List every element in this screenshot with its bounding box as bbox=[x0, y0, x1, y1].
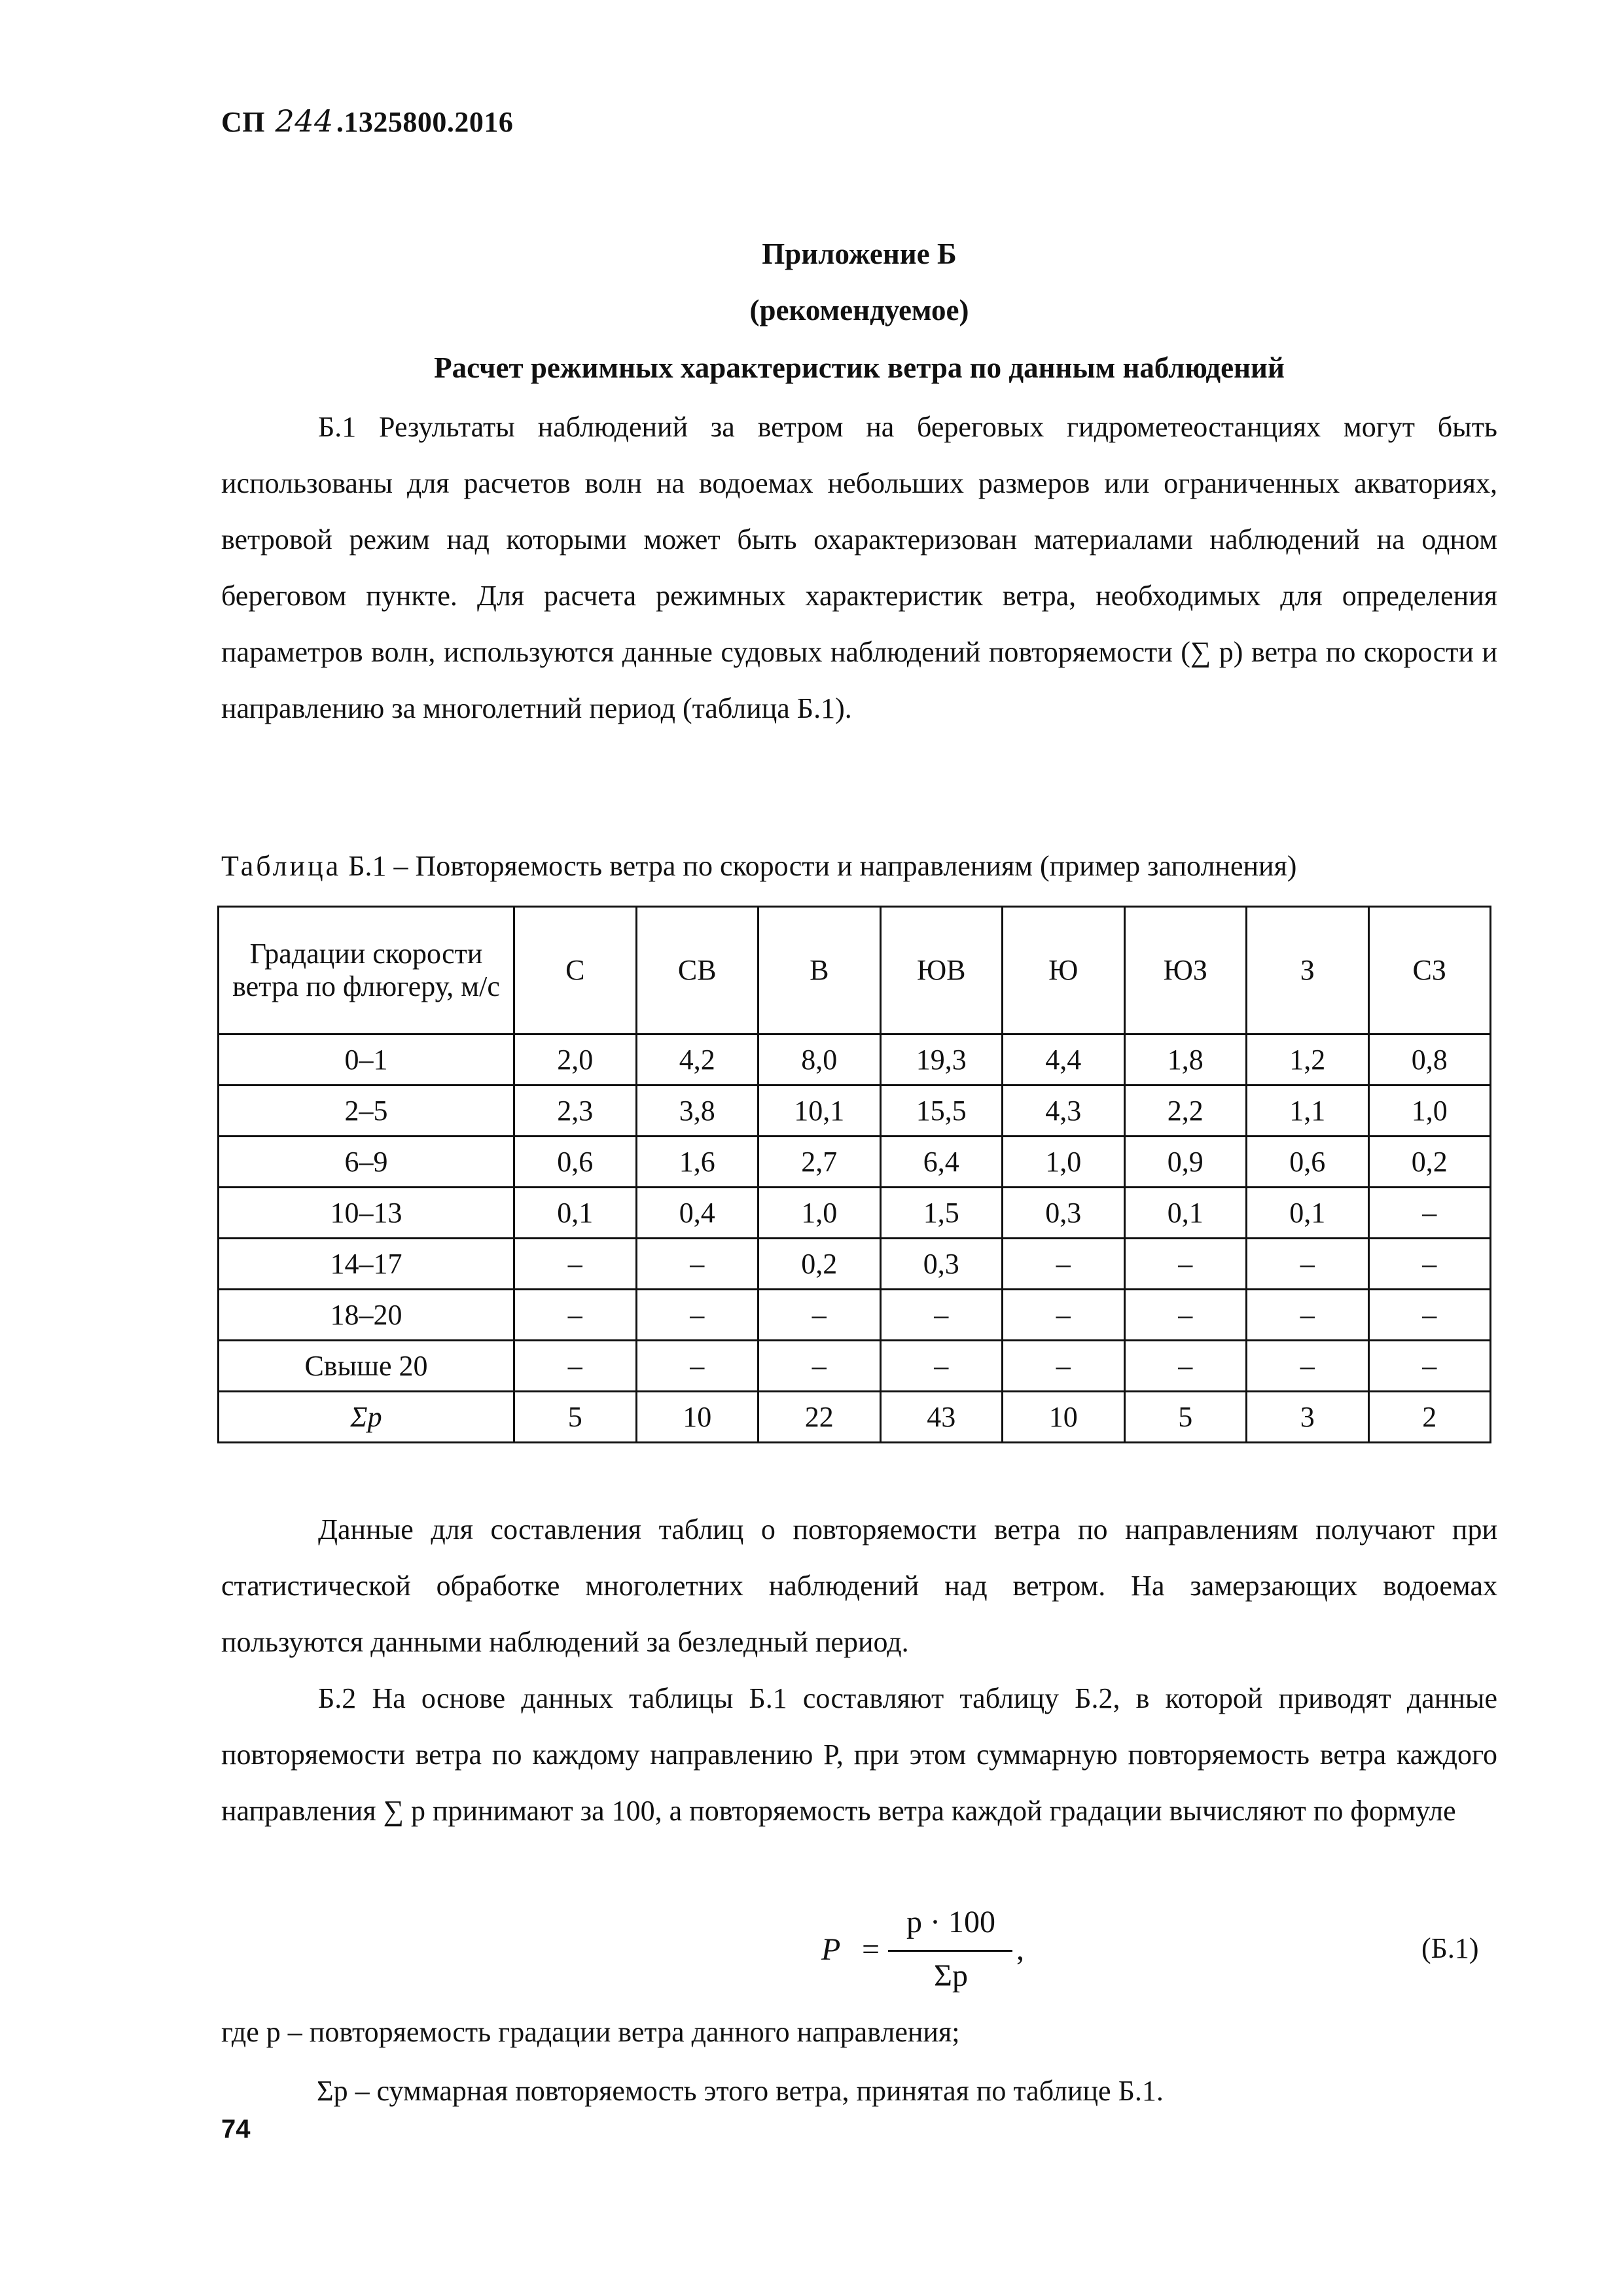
value-cell: 3,8 bbox=[636, 1086, 758, 1137]
value-cell: – bbox=[880, 1290, 1003, 1341]
value-cell: 1,5 bbox=[880, 1188, 1003, 1239]
table-caption-label: Таблица bbox=[221, 850, 342, 882]
value-cell: 6,4 bbox=[880, 1137, 1003, 1188]
value-cell: 2 bbox=[1368, 1392, 1491, 1443]
value-cell: 0,2 bbox=[758, 1239, 881, 1290]
value-cell: 1,1 bbox=[1247, 1086, 1369, 1137]
value-cell: – bbox=[1368, 1341, 1491, 1392]
value-cell: 4,2 bbox=[636, 1034, 758, 1086]
value-cell: – bbox=[636, 1341, 758, 1392]
value-cell: 22 bbox=[758, 1392, 881, 1443]
value-cell: 2,7 bbox=[758, 1137, 881, 1188]
wind-frequency-table bbox=[217, 906, 1491, 1443]
gradation-cell: 18–20 bbox=[219, 1290, 514, 1341]
value-cell: 1,0 bbox=[758, 1188, 881, 1239]
value-cell: – bbox=[636, 1290, 758, 1341]
direction-header: Ю bbox=[1003, 907, 1125, 1034]
gradation-cell: Σp bbox=[219, 1392, 514, 1443]
code-suffix: .1325800.2016 bbox=[336, 106, 514, 138]
value-cell: 0,6 bbox=[1247, 1137, 1369, 1188]
value-cell: 43 bbox=[880, 1392, 1003, 1443]
gradation-cell: 14–17 bbox=[219, 1239, 514, 1290]
value-cell: 2,0 bbox=[514, 1034, 637, 1086]
value-cell: – bbox=[758, 1290, 881, 1341]
value-cell: 0,2 bbox=[1368, 1137, 1491, 1188]
table-header-row bbox=[219, 907, 1491, 1034]
value-cell: 0,1 bbox=[514, 1188, 637, 1239]
where-line-p: где p – повторяемость градации ветра данного направления; bbox=[221, 2016, 960, 2048]
table-row bbox=[219, 1239, 1491, 1290]
value-cell: – bbox=[1003, 1341, 1125, 1392]
corner-header: Градации скорости ветра по флюгеру, м/с bbox=[219, 907, 514, 1034]
table-row-sum bbox=[219, 1392, 1491, 1443]
formula-equals: = bbox=[862, 1932, 880, 1967]
value-cell: 1,8 bbox=[1124, 1034, 1247, 1086]
value-cell: 0,8 bbox=[1368, 1034, 1491, 1086]
table-row bbox=[219, 1290, 1491, 1341]
value-cell: 15,5 bbox=[880, 1086, 1003, 1137]
appendix-status: (рекомендуемое) bbox=[749, 294, 969, 327]
value-cell: 10 bbox=[1003, 1392, 1125, 1443]
value-cell: 0,1 bbox=[1247, 1188, 1369, 1239]
direction-header: ЮВ bbox=[880, 907, 1003, 1034]
handwritten-number: 244 bbox=[275, 103, 334, 139]
value-cell: 5 bbox=[1124, 1392, 1247, 1443]
value-cell: 0,3 bbox=[1003, 1188, 1125, 1239]
value-cell: 0,6 bbox=[514, 1137, 637, 1188]
value-cell: – bbox=[514, 1239, 637, 1290]
table-row bbox=[219, 1137, 1491, 1188]
gradation-cell: 6–9 bbox=[219, 1137, 514, 1188]
fraction-bar bbox=[888, 1950, 1012, 1952]
formula-numerator: p · 100 bbox=[906, 1905, 995, 1939]
value-cell: 3 bbox=[1247, 1392, 1369, 1443]
document-code bbox=[221, 103, 513, 139]
value-cell: 0,4 bbox=[636, 1188, 758, 1239]
value-cell: 0,3 bbox=[880, 1239, 1003, 1290]
value-cell: 5 bbox=[514, 1392, 637, 1443]
value-cell: – bbox=[1368, 1290, 1491, 1341]
formula-number: (Б.1) bbox=[1421, 1932, 1479, 1964]
value-cell: – bbox=[1368, 1188, 1491, 1239]
gradation-cell: Свыше 20 bbox=[219, 1341, 514, 1392]
value-cell: – bbox=[1003, 1239, 1125, 1290]
value-cell: – bbox=[1247, 1290, 1369, 1341]
formula-denominator: Σp bbox=[934, 1958, 968, 1993]
page-number: 74 bbox=[221, 2115, 251, 2144]
value-cell: – bbox=[1003, 1290, 1125, 1341]
value-cell: 2,3 bbox=[514, 1086, 637, 1137]
appendix-title: Приложение Б bbox=[762, 238, 957, 270]
value-cell: – bbox=[1247, 1239, 1369, 1290]
value-cell: 4,3 bbox=[1003, 1086, 1125, 1137]
value-cell: – bbox=[758, 1341, 881, 1392]
gradation-cell: 2–5 bbox=[219, 1086, 514, 1137]
paragraph-data-sources: Данные для составления таблиц о повторяемости ветра по направлениям получают при статистической обработке многолетних наблюдений над ветром. На замерзающих водоемах пользуются данными наблюдений за безледный период. bbox=[221, 1513, 1497, 1658]
value-cell: 4,4 bbox=[1003, 1034, 1125, 1086]
appendix-subtitle: Расчет режимных характеристик ветра по данным наблюдений bbox=[434, 351, 1285, 384]
value-cell: 10,1 bbox=[758, 1086, 881, 1137]
gradation-cell: 10–13 bbox=[219, 1188, 514, 1239]
value-cell: 2,2 bbox=[1124, 1086, 1247, 1137]
direction-header: СЗ bbox=[1368, 907, 1491, 1034]
formula-comma: , bbox=[1016, 1932, 1024, 1967]
value-cell: – bbox=[514, 1290, 637, 1341]
value-cell: 8,0 bbox=[758, 1034, 881, 1086]
where-line-sum: Σp – суммарная повторяемость этого ветра, принятая по таблице Б.1. bbox=[317, 2075, 1164, 2107]
code-prefix: СП bbox=[221, 106, 265, 138]
value-cell: 0,1 bbox=[1124, 1188, 1247, 1239]
gradation-cell: 0–1 bbox=[219, 1034, 514, 1086]
table-caption bbox=[221, 849, 1296, 883]
direction-header: З bbox=[1247, 907, 1369, 1034]
direction-header: С bbox=[514, 907, 637, 1034]
formula-lhs: P bbox=[821, 1932, 841, 1967]
paragraph-b2: Б.2 На основе данных таблицы Б.1 составляют таблицу Б.2, в которой приводят данные повторяемости ветра по каждому направлению P, при этом суммарную повторяемость ветра каждого направления ∑ p принимают за 100, а повторяемость ветра каждой градации вычисляют по формуле bbox=[221, 1682, 1497, 1827]
table-row bbox=[219, 1341, 1491, 1392]
value-cell: – bbox=[1368, 1239, 1491, 1290]
value-cell: 1,0 bbox=[1368, 1086, 1491, 1137]
value-cell: – bbox=[1124, 1239, 1247, 1290]
value-cell: 1,6 bbox=[636, 1137, 758, 1188]
table-caption-text: Б.1 – Повторяемость ветра по скорости и направлениям (пример заполнения) bbox=[348, 850, 1297, 882]
value-cell: – bbox=[514, 1341, 637, 1392]
paragraph-b1: Б.1 Результаты наблюдений за ветром на береговых гидрометеостанциях могут быть использованы для расчетов волн на водоемах небольших размеров или ограниченных акваториях, ветровой режим над которыми может быть охарактеризован материалами наблюдений на одном береговом пункте. Для расчета режимных характеристик ветра, необходимых для определения параметров волн, используются данные судовых наблюдений повторяемости (∑ p) ветра по скорости и направлению за многолетний период (таблица Б.1). bbox=[221, 411, 1497, 724]
value-cell: 19,3 bbox=[880, 1034, 1003, 1086]
value-cell: 10 bbox=[636, 1392, 758, 1443]
formula-b1 bbox=[808, 1904, 1096, 2009]
value-cell: 1,2 bbox=[1247, 1034, 1369, 1086]
direction-header: СВ bbox=[636, 907, 758, 1034]
table-row bbox=[219, 1034, 1491, 1086]
value-cell: 0,9 bbox=[1124, 1137, 1247, 1188]
value-cell: – bbox=[1124, 1290, 1247, 1341]
value-cell: – bbox=[1124, 1341, 1247, 1392]
table-row bbox=[219, 1086, 1491, 1137]
direction-header: В bbox=[758, 907, 881, 1034]
table-row bbox=[219, 1188, 1491, 1239]
value-cell: 1,0 bbox=[1003, 1137, 1125, 1188]
value-cell: – bbox=[1247, 1341, 1369, 1392]
value-cell: – bbox=[880, 1341, 1003, 1392]
value-cell: – bbox=[636, 1239, 758, 1290]
direction-header: ЮЗ bbox=[1124, 907, 1247, 1034]
